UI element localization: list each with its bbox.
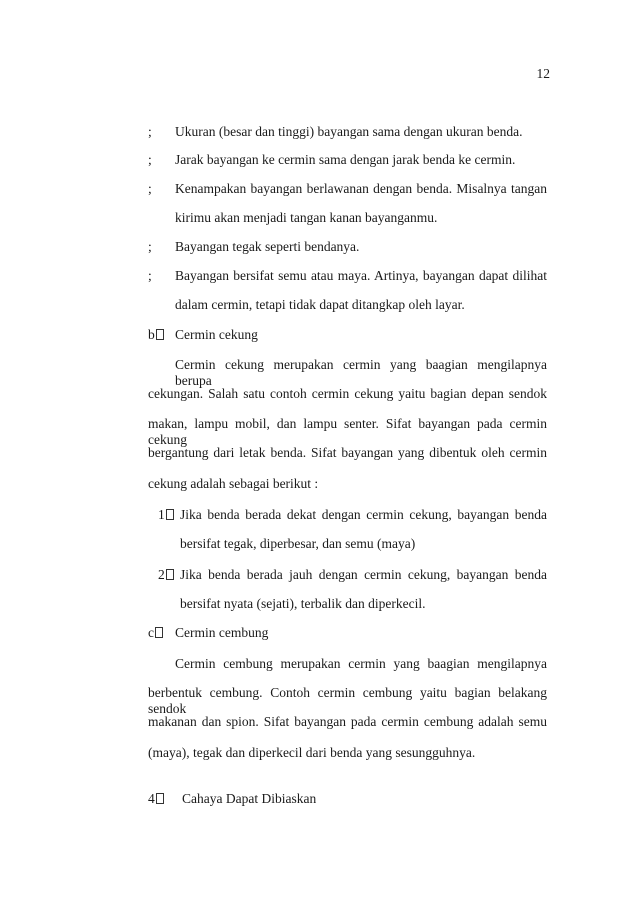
item-text: Jika benda berada jauh dengan cermin cekung, bayangan benda [180, 567, 547, 582]
list-bullet: ; [148, 124, 152, 139]
list-bullet: ; [148, 181, 152, 196]
paragraph-line: (maya), tegak dan diperkecil dari benda yang sesungguhnya. [148, 745, 476, 760]
missing-glyph-icon [166, 509, 174, 520]
item-continuation: bersifat nyata (sejati), terbalik dan diperkecil. [180, 596, 426, 611]
list-item-text: Kenampakan bayangan berlawanan dengan benda. Misalnya tangan [175, 181, 547, 196]
paragraph-line: bergantung dari letak benda. Sifat bayangan yang dibentuk oleh cermin [148, 445, 547, 460]
paragraph-line: cekung adalah sebagai berikut : [148, 476, 319, 491]
missing-glyph-icon [166, 569, 174, 580]
paragraph-line: berbentuk cembung. Contoh cermin cembung yaitu bagian belakang sendok [148, 685, 547, 716]
list-item-text: Ukuran (besar dan tinggi) bayangan sama dengan ukuran benda. [175, 124, 523, 139]
section-heading-cembung [148, 625, 269, 641]
list-item-text: Bayangan tegak seperti bendanya. [175, 239, 360, 254]
item-number: 2 [158, 567, 174, 583]
missing-glyph-icon [156, 329, 164, 340]
paragraph-line: Cermin cembung merupakan cermin yang baagian mengilapnya [175, 656, 547, 671]
section-title: Cermin cekung [175, 327, 258, 342]
section-heading-4 [148, 791, 317, 807]
section-heading-cekung [148, 327, 258, 343]
list-item-continuation: dalam cermin, tetapi tidak dapat ditangkap oleh layar. [175, 297, 465, 312]
paragraph-line: makan, lampu mobil, dan lampu senter. Sifat bayangan pada cermin cekung [148, 416, 547, 447]
section-title: Cahaya Dapat Dibiaskan [182, 791, 317, 806]
section-title: Cermin cembung [175, 625, 269, 640]
section-marker: c [148, 625, 154, 640]
list-item-continuation: kirimu akan menjadi tangan kanan bayanganmu. [175, 210, 438, 225]
list-bullet: ; [148, 268, 152, 283]
paragraph-line: cekungan. Salah satu contoh cermin cekung yaitu bagian depan sendok [148, 386, 547, 401]
item-text: Jika benda berada dekat dengan cermin cekung, bayangan benda [180, 507, 547, 522]
item-continuation: bersifat tegak, diperbesar, dan semu (maya) [180, 536, 416, 551]
paragraph-line: makanan dan spion. Sifat bayangan pada cermin cembung adalah semu [148, 714, 547, 729]
list-item-text: Bayangan bersifat semu atau maya. Artinya, bayangan dapat dilihat [175, 268, 547, 283]
list-bullet: ; [148, 152, 152, 167]
paragraph-line: Cermin cekung merupakan cermin yang baagian mengilapnya berupa [175, 357, 547, 388]
list-item-text: Jarak bayangan ke cermin sama dengan jarak benda ke cermin. [175, 152, 516, 167]
item-number: 1 [158, 507, 174, 523]
section-marker: b [148, 327, 155, 342]
missing-glyph-icon [155, 627, 163, 638]
section-marker: 4 [148, 791, 155, 806]
list-bullet: ; [148, 239, 152, 254]
missing-glyph-icon [156, 793, 164, 804]
page-number: 12 [536, 66, 550, 81]
